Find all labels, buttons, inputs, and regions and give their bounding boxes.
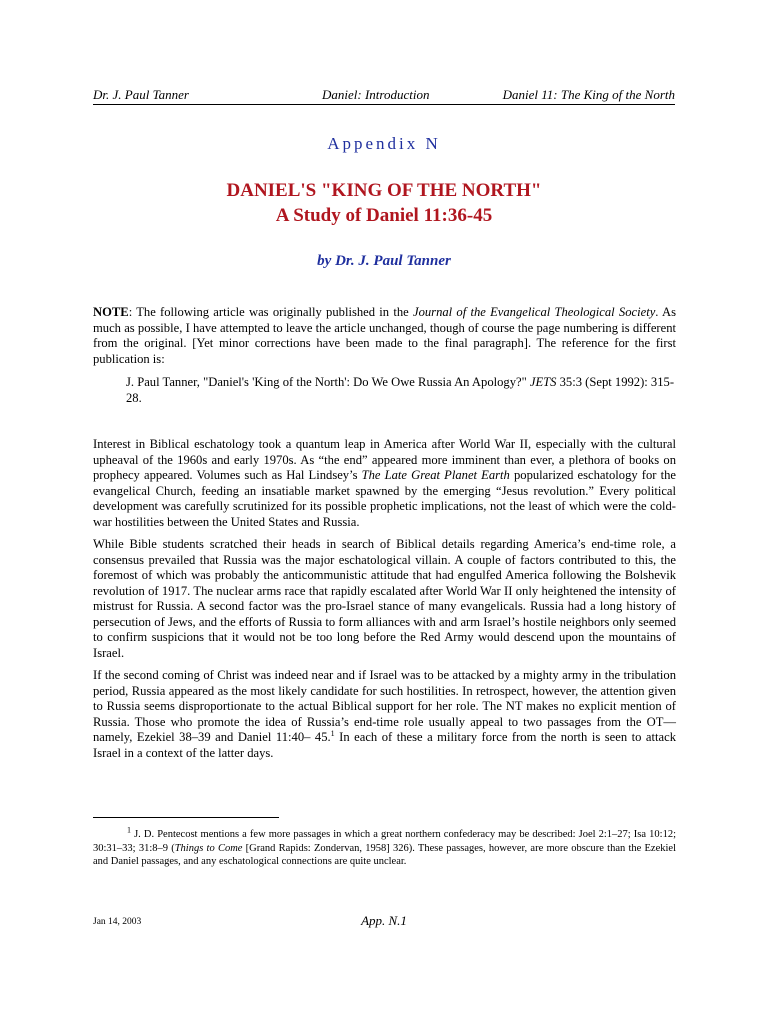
- paragraph-3-text-a: If the second coming of Christ was indeed near and if Israel was to be attacked by a mighty army in the tribulation period, Russia appeared as the most likely candidate for such hostilities. In retrospect, however, the attention given to Russia seems disproportionate to the actual Biblical support for her role. The NT makes no explicit mention of Russia. Those who promote the idea of Russia’s end-time role usually appeal to two passages from the OT—namely, Ezekiel 38–39 and Daniel 11:40– 45.: [93, 668, 676, 744]
- paragraph-3: [93, 668, 676, 761]
- footer-date: Jan 14, 2003: [93, 917, 142, 927]
- paragraph-3-text-b: In each of these a military force from the north is seen to attack Israel in a context of the latter days.: [93, 730, 676, 760]
- citation-text-a: J. Paul Tanner, "Daniel's 'King of the North': Do We Owe Russia An Apology?": [126, 375, 530, 389]
- footnote-divider: [93, 817, 279, 818]
- title-line-1: DANIEL'S "KING OF THE NORTH": [226, 180, 542, 201]
- paragraph-1-book-title: The Late Great Planet Earth: [361, 468, 510, 482]
- running-header: [93, 86, 675, 105]
- footnote-text-a: J. D. Pentecost mentions a few more passages in which a great northern confederacy may be described: Joel 2:1–27; Isa 10:12; 30:31–33; 31:8–9 (: [93, 829, 676, 854]
- header-chapter: Daniel 11: The King of the North: [502, 87, 675, 102]
- paragraph-2: While Bible students scratched their heads in search of Biblical details regarding America’s end-time role, a consensus prevailed that Russia was the major eschatological villain. A couple of factors contributed to this, the foremost of which was probably the anticommunistic attitude that had engulfed America following the Bolshevik revolution of 1917. The nuclear arms race that rapidly escalated after World War II only heightened the intensity of mistrust for Russia. A second factor was the pro-Israel stance of many evangelicals. Russia had a long history of persecution of Jews, and the efforts of Russia to form alliances with and arm Israel’s hostile neighbors only seemed to confirm suspicions that it would not be too long before the Red Army would descend upon the mountains of Israel.: [93, 537, 676, 660]
- note-paragraph: [93, 305, 676, 374]
- main-text: [93, 437, 676, 768]
- footnote: [93, 825, 676, 869]
- citation: [126, 375, 676, 406]
- appendix-label: Appendix N: [327, 134, 441, 153]
- note-journal: Journal of the Evangelical Theological Society: [412, 305, 656, 319]
- citation-journal: JETS: [529, 375, 557, 389]
- page-title: [0, 178, 768, 228]
- footnote-reference[interactable]: 1: [330, 728, 335, 738]
- page-number: App. N.1: [361, 913, 407, 928]
- byline: by Dr. J. Paul Tanner: [317, 253, 451, 269]
- header-author: Dr. J. Paul Tanner: [93, 87, 189, 102]
- footnote-marker: 1: [127, 825, 131, 835]
- paragraph-1-text-a: Interest in Biblical eschatology took a quantum leap in America after World War II, especially with the cultural upheaval of the 1960s and early 1970s. As “the end” appeared more imminent than ever, a plethora of books on prophecy appeared. Volumes such as Hal Lindsey’s: [93, 437, 676, 482]
- note-label: NOTE: [93, 305, 129, 319]
- header-section: Daniel: Introduction: [322, 87, 430, 102]
- title-line-2: A Study of Daniel 11:36-45: [275, 205, 493, 226]
- citation-text-b: 35:3 (Sept 1992): 315-28.: [126, 375, 675, 405]
- note-text-b: . As much as possible, I have attempted to leave the article unchanged, though of course the page numbering is different from the original. [Yet minor corrections have been made to the final paragraph]. The reference for the first publication is:: [93, 305, 676, 366]
- paragraph-1: [93, 437, 676, 530]
- footnote-text-b: [Grand Rapids: Zondervan, 1958] 326). These passages, however, are more obscure than the Ezekiel and Daniel passages, and any eschatological connections are quite unclear.: [93, 842, 676, 867]
- paragraph-1-text-b: popularized eschatology for the evangelical Church, feeding an insatiable market spawned by the emerging “Jesus revolution.” Every political development was carefully scrutinized for its possible prophetic implications, not the least of which were the cold-war hostilities between the United States and Russia.: [93, 468, 676, 529]
- note-text-a: : The following article was originally published in the: [128, 305, 413, 319]
- footnote-book-title: Things to Come: [174, 842, 243, 854]
